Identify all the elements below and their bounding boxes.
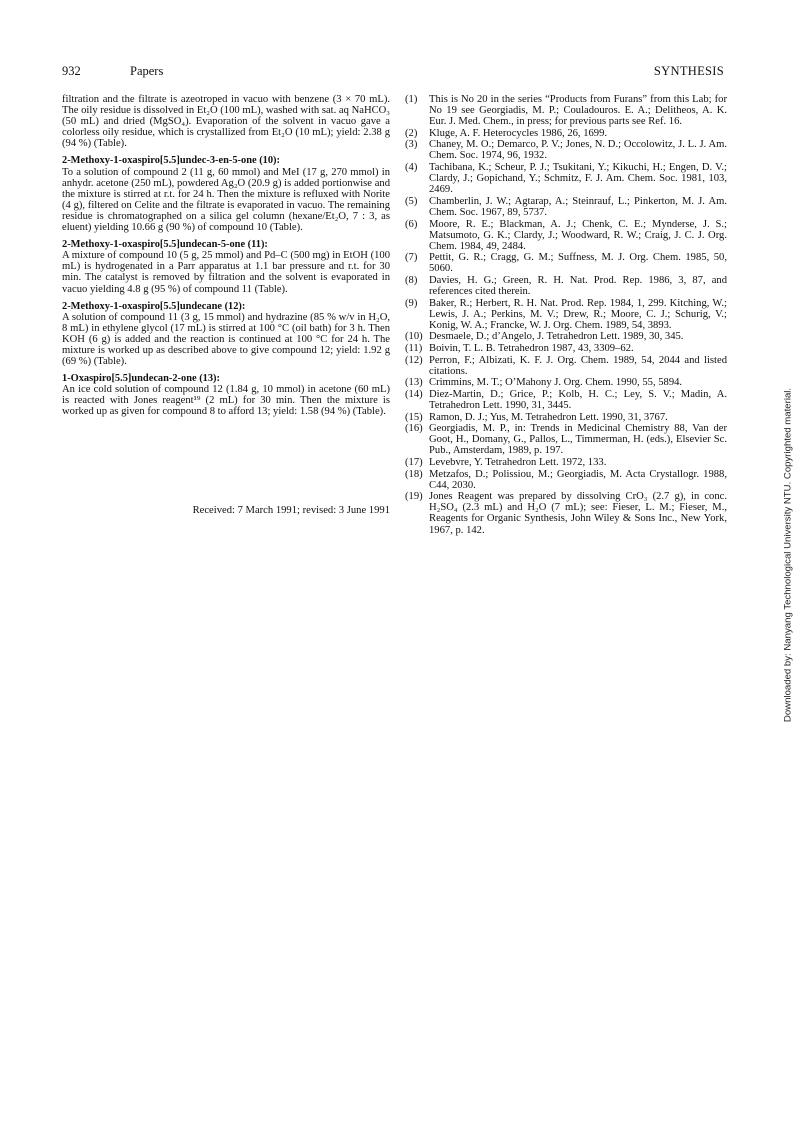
reference-number: (17) <box>405 457 423 468</box>
reference-item <box>405 491 727 535</box>
received-date: Received: 7 March 1991; revised: 3 June 1991 <box>192 504 390 516</box>
reference-number: (15) <box>405 411 423 423</box>
reference-item <box>405 457 727 468</box>
reference-number: (19) <box>405 491 423 503</box>
procedure-heading: 2-Methoxy-1-oxaspiro[5.5]undecane (12): <box>62 300 246 312</box>
reference-item <box>405 128 727 139</box>
reference-number: (13) <box>405 377 423 389</box>
left-column <box>62 94 390 516</box>
reference-number: (18) <box>405 468 423 480</box>
reference-text: Moore, R. E.; Blackman, A. J.; Chenk, C. E.; Mynderse, J. S.; Matsumoto, G. K.; Clardy, J.; Woodward, R. W.; Craig, J. C. J. Org. Chem. 1984, 49, 2484. <box>429 218 727 252</box>
reference-number: (7) <box>405 252 418 264</box>
reference-number: (6) <box>405 218 418 230</box>
download-notice: Downloaded by: Nanyang Technological University NTU. Copyrighted material. <box>782 387 793 723</box>
reference-text: Levebvre, Y. Tetrahedron Lett. 1972, 133. <box>429 457 607 468</box>
reference-number: (12) <box>405 354 423 366</box>
procedure-heading: 2-Methoxy-1-oxaspiro[5.5]undecan-5-one (11): <box>62 239 268 251</box>
procedure-heading: 1-Oxaspiro[5.5]undecan-2-one (13): <box>62 373 220 385</box>
intro-paragraph: filtration and the filtrate is azeotroped in vacuo with benzene (3 × 70 mL). The oily residue is dissolved in Et₂O (100 mL), washed with sat. aq NaHCO₃ (50 mL) and dried (MgSO₄). Evaporation of the solvent in vacuo gave a colorless oily residue, which is crystallized from Et₂O (10 mL); yield: 2.38 g (94 %) (Table). <box>62 94 390 150</box>
reference-item <box>405 139 727 161</box>
reference-number: (10) <box>405 331 423 343</box>
reference-text: Ramon, D. J.; Yus, M. Tetrahedron Lett. 1990, 31, 3767. <box>429 411 668 423</box>
procedure-text: A solution of compound 11 (3 g, 15 mmol) and hydrazine (85 % w/v in H₂O, 8 mL) in ethylene glycol (17 mL) is stirred at 100 °C (oil bath) for 3 h. Then KOH (6 g) is added and the reaction is continued at 100 °C for 24 h. The mixture is worked up as described above to give compound 12; yield: 1.92 g (69 %) (Table). <box>62 311 390 368</box>
reference-number: (8) <box>405 275 418 286</box>
reference-item <box>405 94 727 127</box>
running-header <box>62 64 724 82</box>
procedure-heading: 2-Methoxy-1-oxaspiro[5.5]undec-3-en-5-one (10): <box>62 155 280 167</box>
reference-text: Tachibana, K.; Scheur, P. J.; Tsukitani, Y.; Kikuchi, H.; Engen, D. V.; Clardy, J.; Gopichand, Y.; Schmitz, F. J. Am. Chem. Soc. 1981, 103, 2469. <box>429 162 727 196</box>
reference-item <box>405 377 727 388</box>
reference-text: Pettit, G. R.; Cragg, G. M.; Suffness, M. J. Org. Chem. 1985, 50, 5060. <box>429 252 727 275</box>
reference-item <box>405 196 727 218</box>
procedure-text: A mixture of compound 10 (5 g, 25 mmol) and Pd–C (500 mg) in EtOH (100 mL) is hydrogenated in a Parr apparatus at 1.1 bar pressure and r.t. for 30 min. The catalyst is removed by filtration and the solvent is evaporated in vacuo yielding 4.8 g (95 %) of compound 11 (Table). <box>62 250 390 295</box>
reference-item <box>405 355 727 377</box>
reference-text: Kluge, A. F. Heterocycles 1986, 26, 1699. <box>429 127 608 139</box>
reference-text: Chaney, M. O.; Demarco, P. V.; Jones, N. D.; Occolowitz, J. L. J. Am. Chem. Soc. 1974, 96, 1932. <box>429 139 727 162</box>
section-label: Papers <box>130 64 164 78</box>
reference-item <box>405 412 727 423</box>
journal-name: SYNTHESIS <box>653 64 724 78</box>
reference-text: Baker, R.; Herbert, R. H. Nat. Prod. Rep. 1984, 1, 299. Kitching, W.; Lewis, J. A.; Perkins, M. V.; Drew, R.; Moore, C. J.; Schurig, V.; Konig, W. A.; Francke, W. J. Org. Chem. 1989, 54, 3893. <box>429 297 727 331</box>
reference-text: Desmaele, D.; d’Angelo, J. Tetrahedron Lett. 1989, 30, 345. <box>429 331 684 343</box>
procedure-text: To a solution of compound 2 (11 g, 60 mmol) and MeI (17 g, 270 mmol) in anhydr. acetone (250 mL), powdered Ag₂O (20.9 g) is added portionwise and the mixture is stirred at r.t. for 24 h. Then the mixture is refluxed with Norite (4 g), filtered on Celite and the filtrate is evaporated in vacuo. The remaining residue is chromatographed on a silica gel column (hexane/Et₂O, 7 : 3, as eluent) yielding 10.66 g (90 %) of compound 10 (Table). <box>62 166 390 234</box>
reference-item <box>405 252 727 274</box>
reference-text: Georgiadis, M. P., in: Trends in Medicinal Chemistry 88, Van der Goot, H., Domany, G., Pallos, L., Timmerman, H. (eds.), Elsevier Sc. Pub., Amsterdam, 1989, p. 197. <box>429 423 727 457</box>
reference-item <box>405 162 727 195</box>
reference-number: (9) <box>405 297 418 309</box>
reference-text: Davies, H. G.; Green, R. H. Nat. Prod. Rep. 1986, 3, 87, and references cited therein. <box>429 275 727 298</box>
page-number: 932 <box>62 64 81 78</box>
reference-number: (11) <box>405 343 423 355</box>
reference-number: (16) <box>405 423 423 435</box>
reference-text: Chamberlin, J. W.; Agtarap, A.; Steinrauf, L.; Pinkerton, M. J. Am. Chem. Soc. 1967, 89, 5737. <box>429 195 727 218</box>
reference-item <box>405 343 727 354</box>
reference-text: Diez-Martin, D.; Grice, P.; Kolb, H. C.; Ley, S. V.; Madin, A. Tetrahedron Lett. 1990, 31, 3445. <box>429 388 727 412</box>
reference-item <box>405 298 727 331</box>
reference-item <box>405 423 727 456</box>
reference-number: (3) <box>405 139 418 151</box>
reference-number: (4) <box>405 162 418 174</box>
reference-number: (2) <box>405 127 418 139</box>
reference-item <box>405 219 727 252</box>
reference-text: Boivin, T. L. B. Tetrahedron 1987, 43, 3309–62. <box>429 343 634 355</box>
reference-item <box>405 275 727 297</box>
reference-text: Perron, F.; Albizati, K. F. J. Org. Chem. 1989, 54, 2044 and listed citations. <box>429 354 727 377</box>
reference-item <box>405 469 727 491</box>
references-column <box>405 94 727 536</box>
reference-number: (1) <box>405 94 418 105</box>
reference-number: (14) <box>405 388 423 400</box>
reference-text: Metzafos, D.; Polissiou, M.; Georgiadis, M. Acta Crystallogr. 1988, C44, 2030. <box>429 468 727 491</box>
reference-item <box>405 389 727 411</box>
reference-number: (5) <box>405 195 418 207</box>
reference-text: Jones Reagent was prepared by dissolving CrO₃ (2.7 g), in conc. H₂SO₄ (2.3 mL) and H₂O (7 mL); see: Fieser, L. M.; Fieser, M., Reagents for Organic Synthesis, John Wiley & Sons Inc., New York, 1967, p. 142. <box>429 491 727 536</box>
reference-text: This is No 20 in the series “Products from Furans” from this Lab; for No 19 see Georgiadis, M. P.; Couladouros. E. A.; Delitheos, A. K. Eur. J. Med. Chem., in press; for previous parts see Ref. 16. <box>429 94 727 128</box>
download-watermark <box>782 340 793 770</box>
reference-text: Crimmins, M. T.; O’Mahony J. Org. Chem. 1990, 55, 5894. <box>429 377 683 389</box>
procedure-text: An ice cold solution of compound 12 (1.84 g, 10 mmol) in acetone (60 mL) is reacted with Jones reagent¹⁹ (2 mL) for 30 min. Then the mixture is worked up as given for compound 8 to afford 13; yield: 1.58 (94 %) (Table). <box>62 384 390 418</box>
reference-item <box>405 331 727 342</box>
